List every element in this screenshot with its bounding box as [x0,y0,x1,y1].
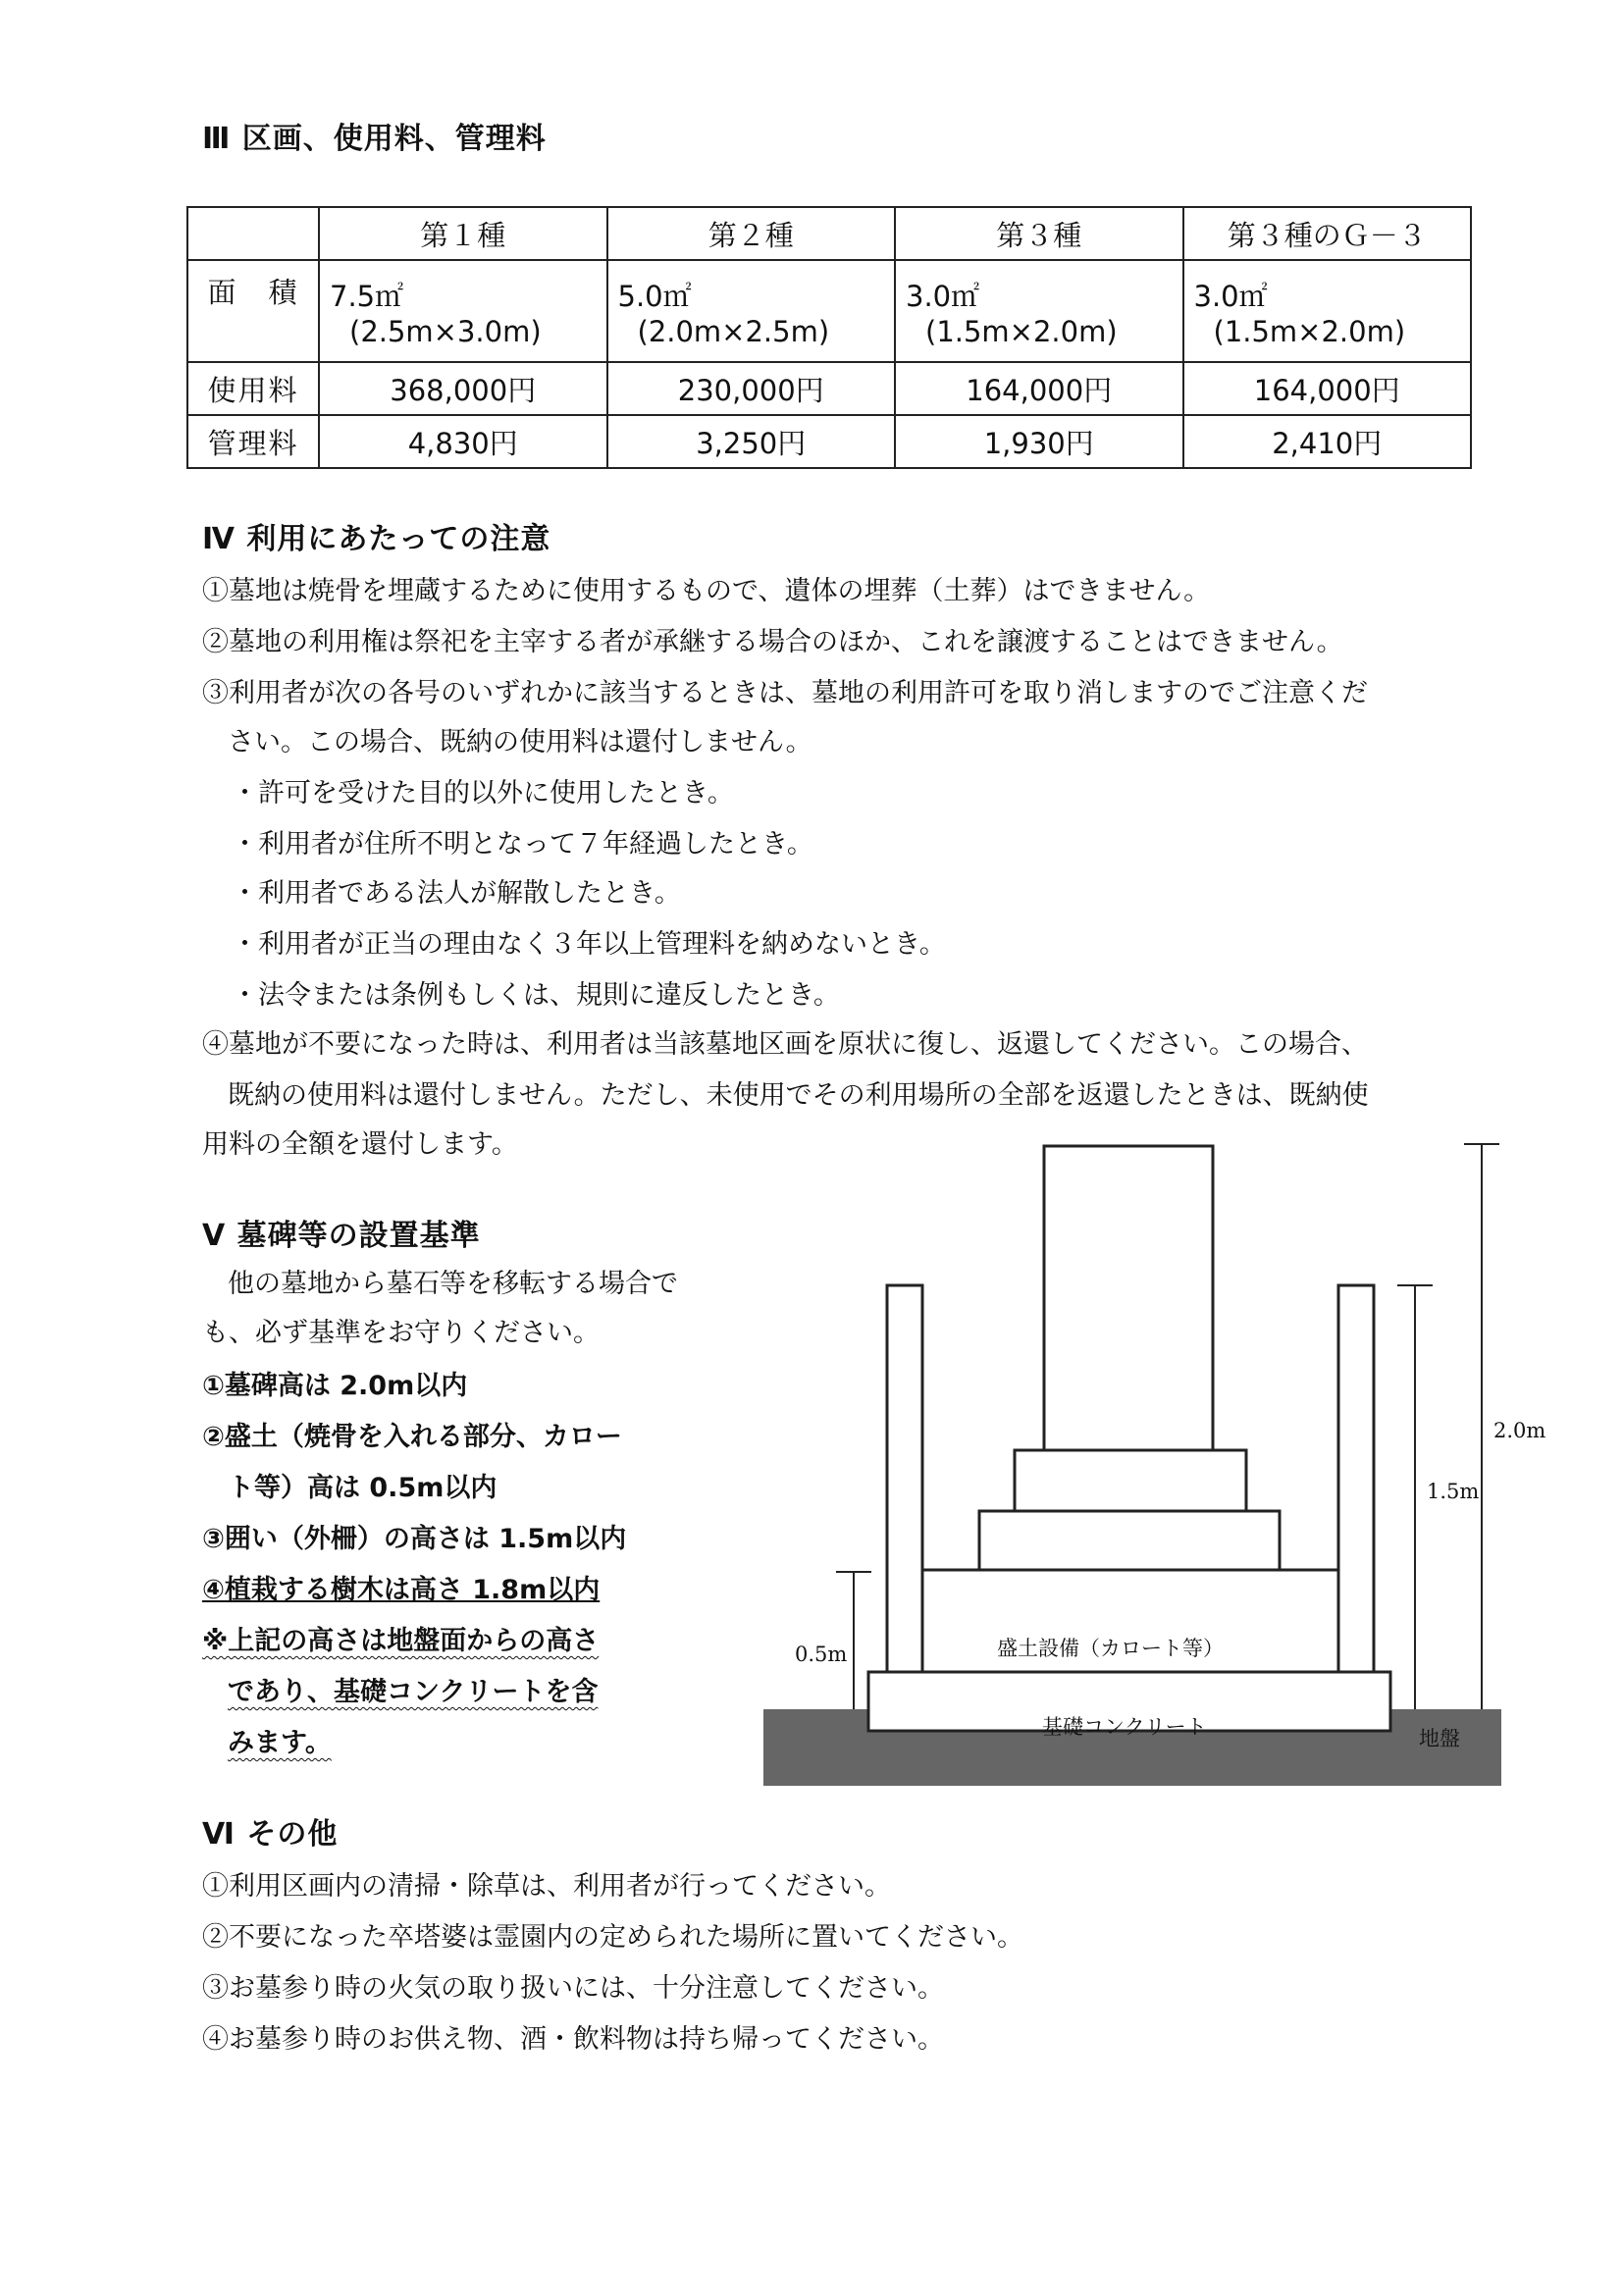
table-row-mgmt [187,415,1471,468]
other-line-4: ④お墓参り時のお供え物、酒・飲料物は持ち帰ってください。 [202,2024,944,2055]
section-4-heading: Ⅳ 利用にあたっての注意 [202,522,551,556]
mgmt-type3-g3: 2,410円 [1183,415,1472,468]
section-3-heading: Ⅲ 区画、使用料、管理料 [202,122,547,156]
other-line-2: ②不要になった卒塔婆は霊園内の定められた場所に置いてください。 [202,1922,1023,1953]
notice-line-7: 用料の全額を還付します。 [202,1129,518,1160]
table-header-type3: 第３種 [895,207,1183,260]
notice-bullet-5: ・法令または条例もしくは、規則に違反したとき。 [232,980,840,1011]
area-dimension: (2.5m×3.0m) [349,314,542,348]
standard-item-2a: ②盛土（焼骨を入れる部分、カロー [202,1422,622,1452]
fee-table [186,206,1472,469]
standard-item-1: ①墓碑高は 2.0m以内 [202,1371,468,1401]
mgmt-type2: 3,250円 [607,415,896,468]
tombstone [1044,1146,1213,1450]
standards-intro-2: も、必ず基準をお守りください。 [202,1318,600,1348]
base-step-upper [1015,1450,1246,1511]
dimension-label-2m: 2.0m [1493,1419,1546,1442]
dimension-label-15m: 1.5m [1427,1480,1480,1503]
standard-item-2b: ト等）高は 0.5m以内 [228,1473,497,1503]
dimension-label-05m: 0.5m [795,1643,848,1666]
standards-intro-1: 他の墓地から墓石等を移転する場合で [228,1269,678,1299]
table-header-type3-g3: 第３種のＧ－３ [1183,207,1472,260]
notice-bullet-3: ・利用者である法人が解散したとき。 [232,878,681,909]
notice-bullet-1: ・許可を受けた目的以外に使用したとき。 [232,778,734,809]
area-value: 7.5㎡ [330,279,404,313]
area-cell-type2 [607,260,896,362]
table-header-type1: 第１種 [319,207,607,260]
usage-type2: 230,000円 [607,362,896,415]
standard-item-4: ④植栽する樹木は高さ 1.8m以内 [202,1575,601,1605]
fence-right-post [1338,1285,1374,1672]
mgmt-type3: 1,930円 [895,415,1183,468]
usage-type3: 164,000円 [895,362,1183,415]
table-row-usage [187,362,1471,415]
area-value: 3.0㎡ [1193,279,1268,313]
area-value: 3.0㎡ [906,279,980,313]
area-cell-type3 [895,260,1183,362]
mound-label: 盛土設備（カロート等） [997,1637,1224,1660]
foundation-label: 基礎コンクリート [1042,1715,1207,1739]
grave-diagram [756,1138,1521,1796]
section-6-heading: Ⅵ その他 [202,1817,339,1852]
table-row-area [187,260,1471,362]
area-value: 5.0㎡ [617,279,692,313]
ground-label: 地盤 [1419,1727,1460,1750]
notice-line-1: ①墓地は焼骨を埋蔵するために使用するもので、遺体の埋葬（土葬）はできません。 [202,576,1211,606]
area-dimension: (2.0m×2.5m) [637,314,830,348]
mgmt-type1: 4,830円 [319,415,607,468]
base-step-lower [979,1511,1280,1570]
standard-note-1: ※上記の高さは地盤面からの高さ [202,1626,600,1656]
notice-line-5: ④墓地が不要になった時は、利用者は当該墓地区画を原状に復し、返還してください。この場合、 [202,1029,1368,1060]
notice-bullet-2: ・利用者が住所不明となって７年経過したとき。 [232,829,813,860]
other-line-3: ③お墓参り時の火気の取り扱いには、十分注意してください。 [202,1973,944,2004]
notice-line-4: さい。この場合、既納の使用料は還付しません。 [228,727,812,757]
table-header-type2: 第２種 [607,207,896,260]
notice-bullet-4: ・利用者が正当の理由なく３年以上管理料を納めないとき。 [232,929,946,960]
notice-line-3: ③利用者が次の各号のいずれかに該当するときは、墓地の利用許可を取り消しますのでご注意くだ [202,678,1368,708]
mgmt-label: 管理料 [187,415,319,468]
area-dimension: (1.5m×2.0m) [925,314,1118,348]
usage-label: 使用料 [187,362,319,415]
area-cell-type3-g3 [1183,260,1472,362]
standard-item-3: ③囲い（外柵）の高さは 1.5m以内 [202,1524,627,1554]
other-line-1: ①利用区画内の清掃・除草は、利用者が行ってください。 [202,1871,891,1902]
table-header-empty [187,207,319,260]
usage-type1: 368,000円 [319,362,607,415]
standard-note-2: であり、基礎コンクリートを含 [228,1677,599,1707]
standard-note-3: みます。 [228,1728,332,1758]
area-dimension: (1.5m×2.0m) [1213,314,1406,348]
notice-line-2: ②墓地の利用権は祭祀を主宰する者が承継する場合のほか、これを譲渡することはできません。 [202,627,1343,657]
area-label: 面 積 [187,260,319,362]
section-5-heading: Ⅴ 墓碑等の設置基準 [202,1219,481,1253]
usage-type3-g3: 164,000円 [1183,362,1472,415]
fence-left-post [887,1285,922,1672]
notice-line-6: 既納の使用料は還付しません。ただし、未使用でその利用場所の全部を返還したときは、既納使 [228,1080,1369,1111]
area-cell-type1 [319,260,607,362]
table-header-row [187,207,1471,260]
